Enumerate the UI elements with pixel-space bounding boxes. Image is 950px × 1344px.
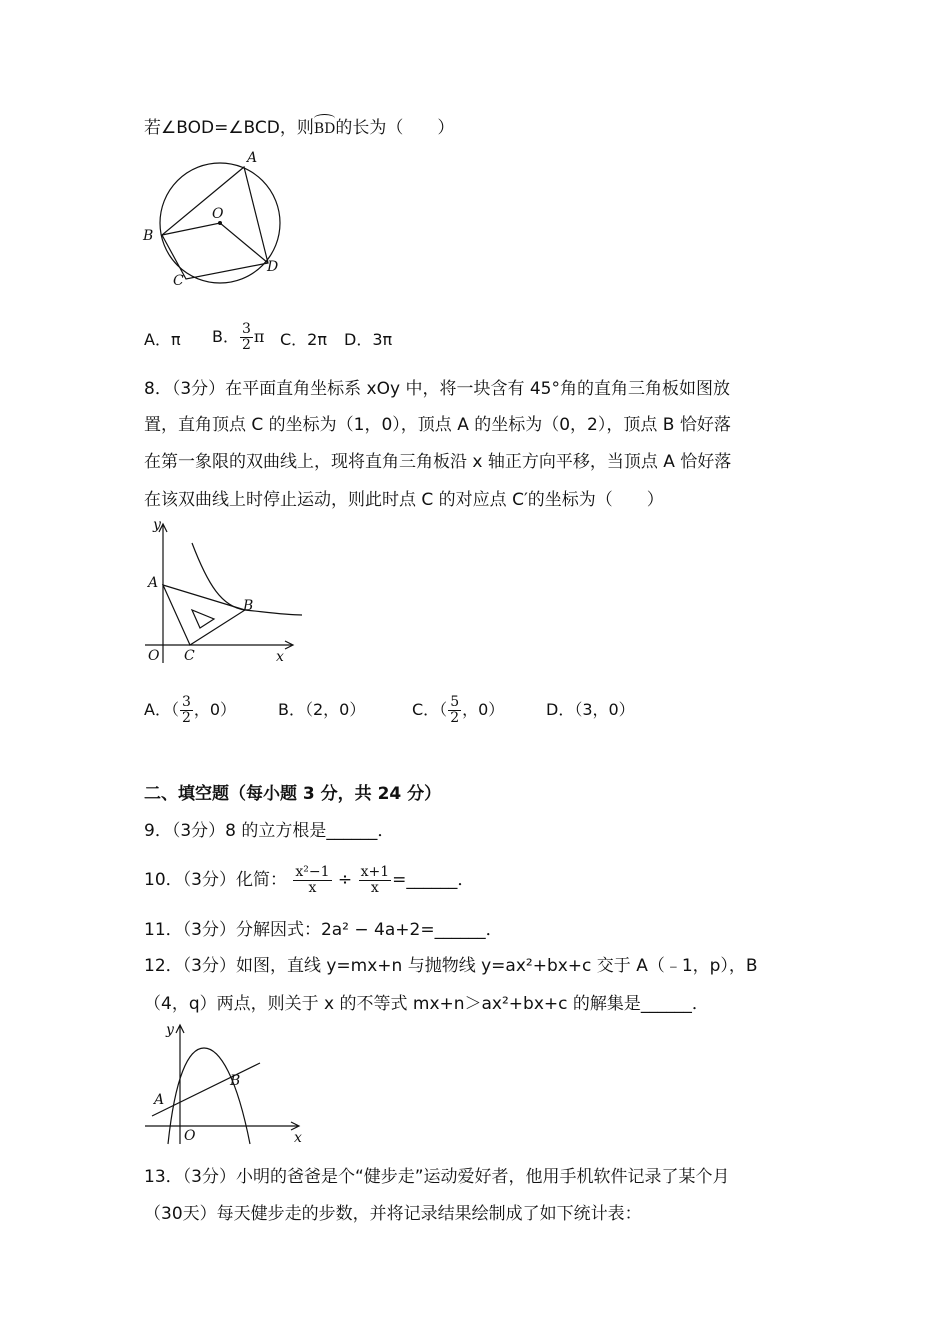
q8-option-a-fraction xyxy=(180,695,193,726)
quadrilateral-abcd xyxy=(162,167,268,279)
label-a: A xyxy=(247,150,258,166)
q8-option-c-prefix: C．（ xyxy=(412,700,448,719)
q8-line-3: 在第一象限的双曲线上，现将直角三角板沿 x 轴正方向平移，当顶点 A 恰好落 xyxy=(144,452,732,472)
label-y: y xyxy=(166,1022,174,1038)
label-o: O xyxy=(148,648,160,664)
label-d: D xyxy=(267,259,279,275)
q10-fraction-2 xyxy=(359,865,392,896)
q13-line-2: （30天）每天健步走的步数，并将记录结果绘制成了如下统计表： xyxy=(144,1204,642,1224)
label-o: O xyxy=(184,1128,196,1144)
q10-frac1-denominator: x xyxy=(308,879,317,896)
q7-stem xyxy=(144,116,454,141)
label-b: B xyxy=(243,598,254,614)
q8-option-a xyxy=(144,689,236,731)
section-2-heading: 二、填空题（每小题 3 分，共 24 分） xyxy=(144,784,442,804)
q8-option-a-prefix: A．（ xyxy=(144,700,179,719)
q10-frac2-denominator: x xyxy=(370,879,379,896)
q8-line-4: 在该双曲线上时停止运动，则此时点 C 的对应点 C′的坐标为（ ） xyxy=(144,490,664,510)
q8-option-c-suffix: ，0） xyxy=(462,700,505,719)
label-c: C xyxy=(173,273,184,289)
label-a: A xyxy=(154,1092,165,1108)
q7-stem-end: 的长为（ ） xyxy=(335,118,455,138)
q10 xyxy=(144,858,474,902)
arc-bd: BD xyxy=(314,117,336,141)
q8-option-d: D．（3，0） xyxy=(546,700,635,719)
label-o: O xyxy=(212,206,224,222)
q8-line-1: 8．（3分）在平面直角坐标系 xOy 中，将一块含有 45°角的直角三角板如图放 xyxy=(144,379,730,399)
q8-coordinate-figure xyxy=(140,515,310,670)
q10-suffix: =______． xyxy=(392,870,475,890)
q12-coordinate-figure xyxy=(140,1018,310,1148)
q7-circle-figure xyxy=(140,148,290,293)
q8-option-c xyxy=(412,689,504,731)
q7-stem-text: 若∠BOD=∠BCD，则 xyxy=(144,118,314,138)
q10-frac1-numerator: x²−1 xyxy=(295,863,330,880)
q12-line-2: （4，q）两点，则关于 x 的不等式 mx+n＞ax²+bx+c 的解集是______． xyxy=(144,994,709,1014)
q7-option-a: A．π xyxy=(144,330,181,349)
q10-fraction-1 xyxy=(293,865,331,896)
q11: 11．（3分）分解因式：2a² − 4a+2=______． xyxy=(144,920,503,940)
q8-option-c-fraction xyxy=(448,695,461,726)
q8-c-denominator: 2 xyxy=(450,710,460,726)
label-c: C xyxy=(184,648,195,664)
q10-prefix: 10．（3分）化简： xyxy=(144,870,287,890)
q8-line-2: 置，直角顶点 C 的坐标为（1，0），顶点 A 的坐标为（0，2），顶点 B 恰好落 xyxy=(144,415,731,435)
q7-b-denominator: 2 xyxy=(241,337,251,353)
q7-option-b xyxy=(212,316,264,358)
segments-bo-od xyxy=(162,223,268,263)
label-b: B xyxy=(143,228,154,244)
q9: 9．（3分）8 的立方根是______． xyxy=(144,821,395,841)
q8-option-a-suffix: ，0） xyxy=(193,700,237,719)
q8-a-denominator: 2 xyxy=(181,710,191,726)
q10-divide-sign: ÷ xyxy=(337,870,353,890)
q12-line-1: 12．（3分）如图，直线 y=mx+n 与抛物线 y=ax²+bx+c 交于 A（﹣1，p），B xyxy=(144,956,758,976)
label-x: x xyxy=(294,1130,302,1146)
q13-line-1: 13．（3分）小明的爸爸是个“健步走”运动爱好者，他用手机软件记录了某个月 xyxy=(144,1167,730,1187)
line-ab xyxy=(152,1063,260,1116)
q8-option-b: B．（2，0） xyxy=(278,700,366,719)
q7-option-b-pi: π xyxy=(253,327,265,346)
q7-option-d: D．3π xyxy=(344,330,393,349)
q7-option-b-fraction xyxy=(240,322,253,353)
q10-frac2-numerator: x+1 xyxy=(360,863,390,880)
q8-a-numerator: 3 xyxy=(181,694,191,710)
label-y: y xyxy=(153,517,161,533)
q7-b-numerator: 3 xyxy=(241,321,251,337)
q8-c-numerator: 5 xyxy=(450,694,460,710)
q7-option-b-prefix: B． xyxy=(212,327,239,346)
q7-option-c: C．2π xyxy=(280,330,327,349)
label-x: x xyxy=(276,649,284,665)
label-a: A xyxy=(148,575,159,591)
label-b: B xyxy=(230,1073,241,1089)
inner-triangle xyxy=(192,610,214,628)
